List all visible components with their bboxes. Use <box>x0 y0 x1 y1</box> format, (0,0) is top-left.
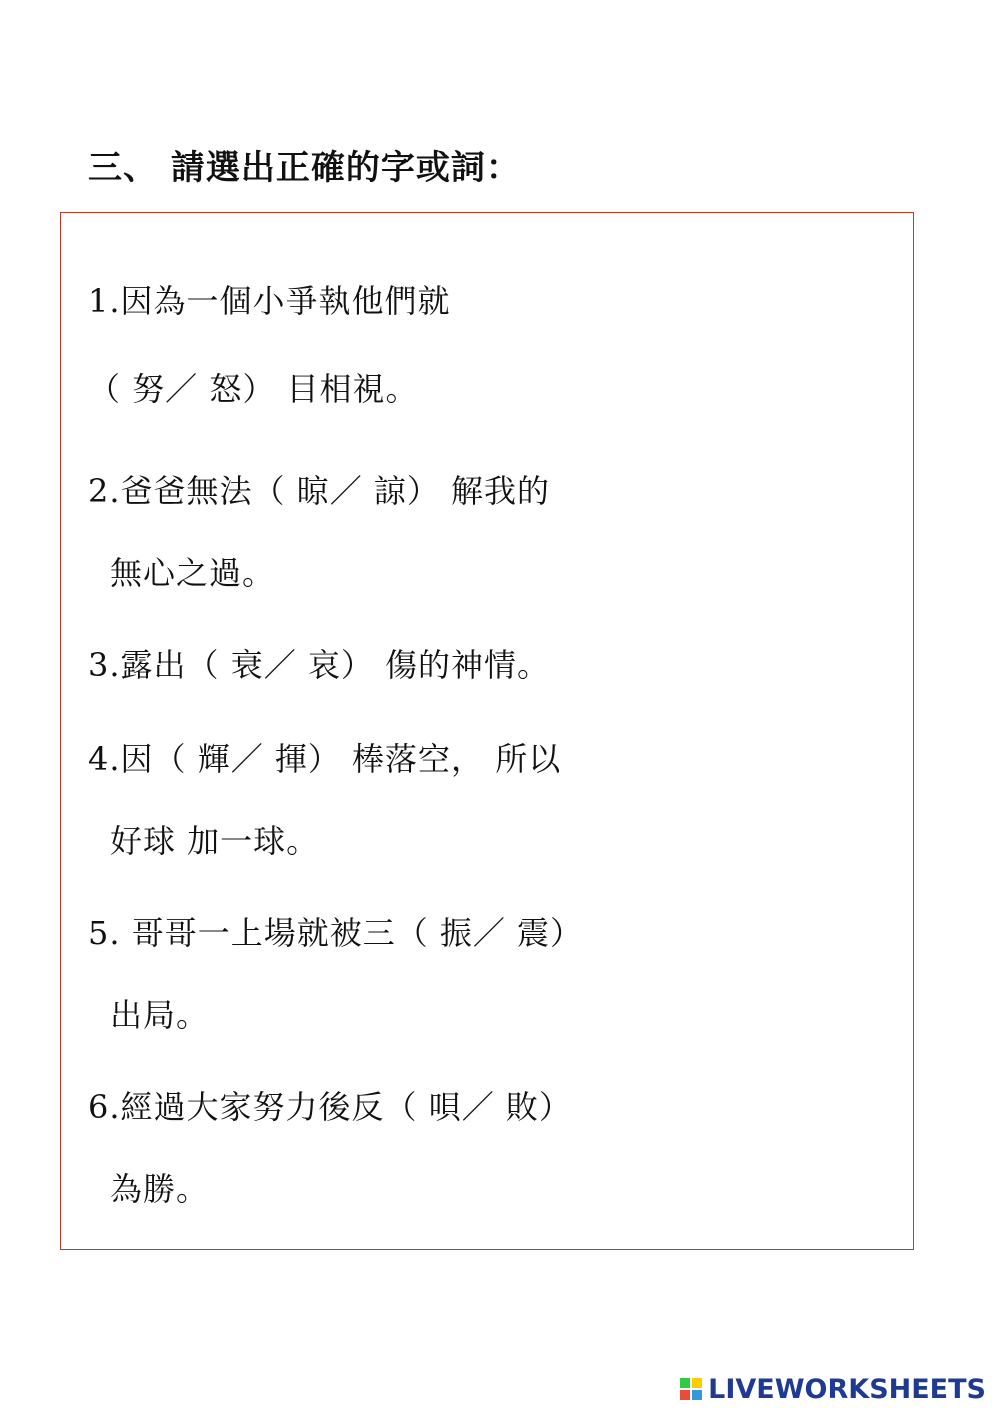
worksheet-title: 三、 請選出正確的字或詞： <box>88 148 521 188</box>
question-6-line-1: 6.經過大家努力後反（ 唄／ 敗） <box>88 1088 572 1126</box>
question-3-line-1: 3.露出（ 衰／ 哀） 傷的神情。 <box>88 646 551 684</box>
question-2-line-2: 無心之過。 <box>110 554 276 592</box>
question-4-line-2: 好球 加一球。 <box>110 822 320 860</box>
liveworksheets-logo-text: LIVEWORKSHEETS <box>708 1373 986 1405</box>
question-1-line-1: 1.因為一個小爭執他們就 <box>88 282 451 320</box>
question-4-line-1: 4.因（ 輝／ 揮） 棒落空， 所以 <box>88 740 562 778</box>
question-6-line-2: 為勝。 <box>110 1170 210 1208</box>
question-2-line-1: 2.爸爸無法（ 晾／ 諒） 解我的 <box>88 472 551 510</box>
question-5-line-1: 5. 哥哥一上場就被三（ 振／ 震） <box>88 914 584 952</box>
liveworksheets-logo-icon <box>680 1378 702 1400</box>
question-5-line-2: 出局。 <box>110 996 210 1034</box>
liveworksheets-logo <box>680 1373 986 1405</box>
question-1-line-2: （ 努／ 怒） 目相視。 <box>88 370 419 408</box>
